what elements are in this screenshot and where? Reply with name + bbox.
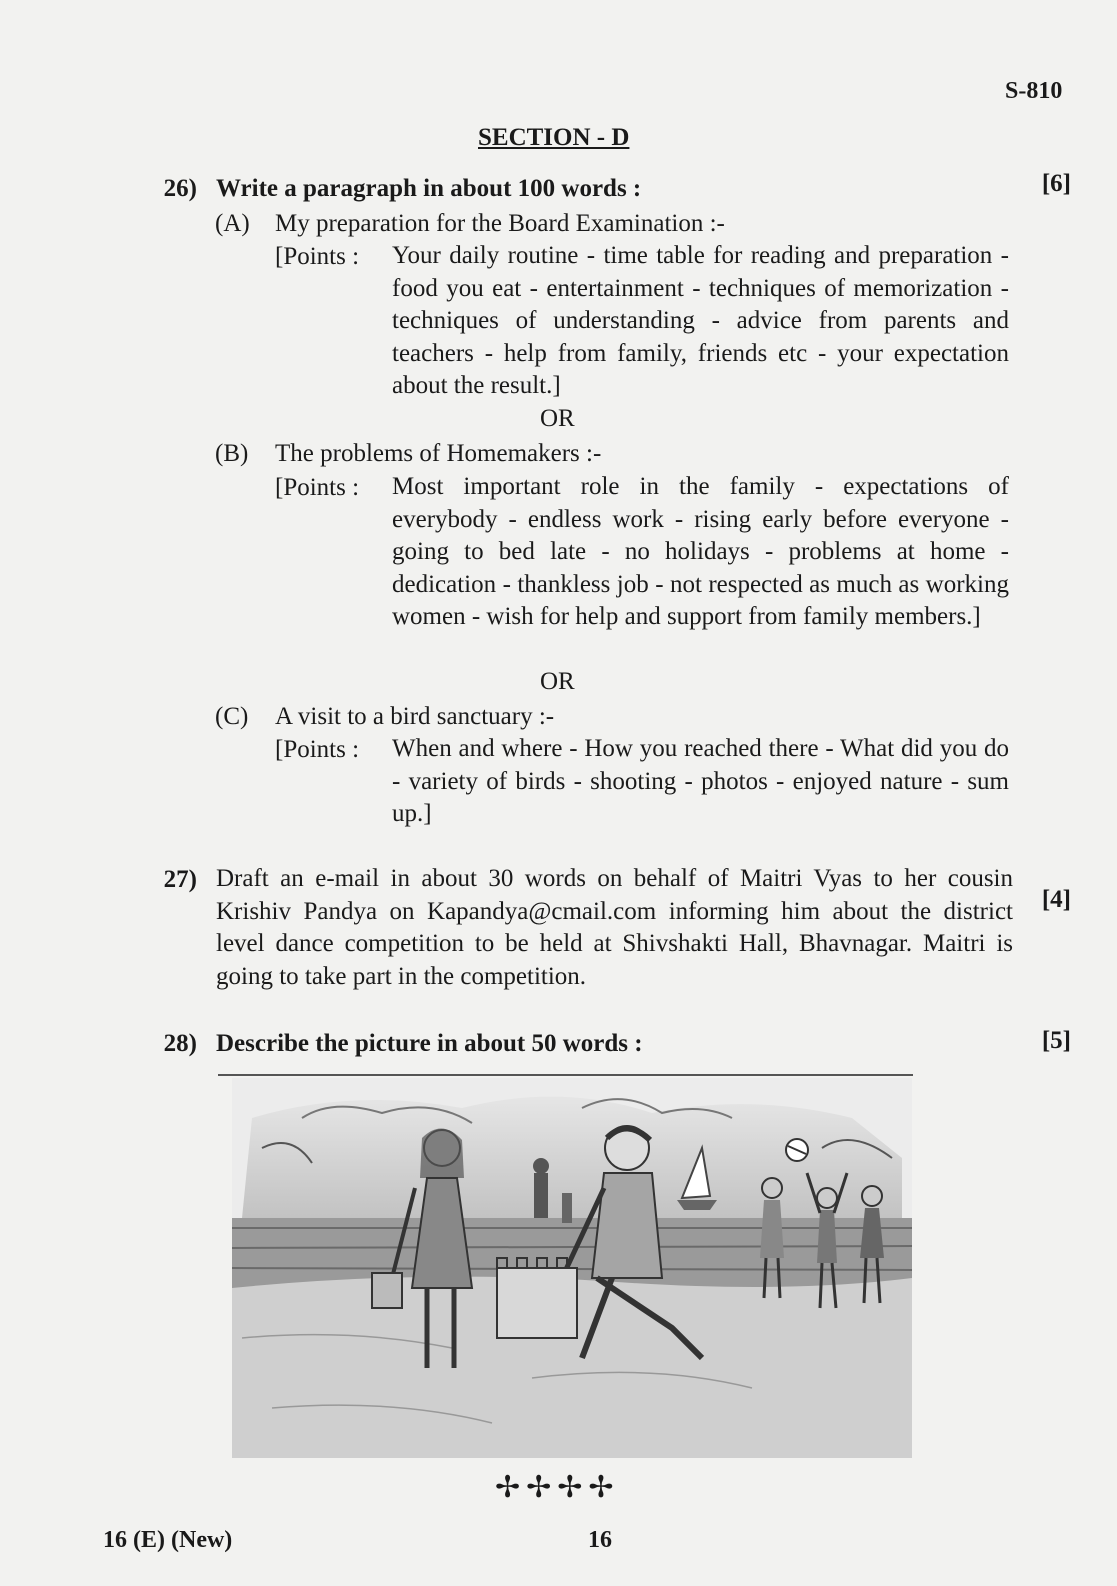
question-28-title: Describe the picture in about 50 words : xyxy=(216,1030,643,1057)
question-number-27: 27) xyxy=(163,866,197,893)
or-divider-2: OR xyxy=(540,668,575,695)
or-divider-1: OR xyxy=(540,405,575,432)
option-c-label: (C) xyxy=(215,703,249,730)
question-26-title: Write a paragraph in about 100 words : xyxy=(216,175,642,202)
option-a-title: My preparation for the Board Examination :- xyxy=(275,210,725,237)
question-27-marks: [4] xyxy=(1041,886,1071,913)
option-b-points-label: [Points : xyxy=(275,474,360,501)
option-c-title: A visit to a bird sanctuary :- xyxy=(275,703,555,730)
option-c-points: When and where - How you reached there - What did you do - variety of birds - shooting - photos - enjoyed nature - sum up.] xyxy=(392,735,1009,828)
option-b-points: Most important role in the family - expectations of everybody - endless work - rising early before everyone - going to bed late - no holidays - problems at home - dedication - thankless job - not respected as much as working women - wish for help and support from family members.] xyxy=(392,473,1009,631)
section-title: SECTION - D xyxy=(478,124,630,151)
footer-paper-code: 16 (E) (New) xyxy=(103,1527,233,1553)
question-27-text: Draft an e-mail in about 30 words on behalf of Maitri Vyas to her cousin Krishiv Pandya on Kapandya@cmail.com informing him about the district level dance competition to be held at Shivshakti Hall, Bhavnagar. Maitri is going to take part in the competition. xyxy=(216,865,1013,990)
footer-page-number: 16 xyxy=(588,1527,612,1553)
beach-scene-illustration xyxy=(232,1078,912,1458)
picture-top-rule xyxy=(218,1074,913,1076)
option-c-points-label: [Points : xyxy=(275,736,360,763)
option-a-label: (A) xyxy=(215,210,250,237)
question-number-28: 28) xyxy=(163,1030,197,1057)
paper-code: S-810 xyxy=(1005,78,1063,104)
question-28-marks: [5] xyxy=(1041,1027,1071,1054)
question-26-marks: [6] xyxy=(1041,170,1071,197)
option-b-title: The problems of Homemakers :- xyxy=(275,440,602,467)
option-b-label: (B) xyxy=(215,440,249,467)
question-number-26: 26) xyxy=(163,175,197,202)
option-a-points-label: [Points : xyxy=(275,243,360,270)
end-of-paper-marker: ✢✢✢✢ xyxy=(495,1471,620,1504)
option-a-points: Your daily routine - time table for reading and preparation - food you eat - entertainment - techniques of memorization - techniques of understanding - advice from parents and teachers - help from family, friends etc - your expectation about the result.] xyxy=(392,242,1009,400)
